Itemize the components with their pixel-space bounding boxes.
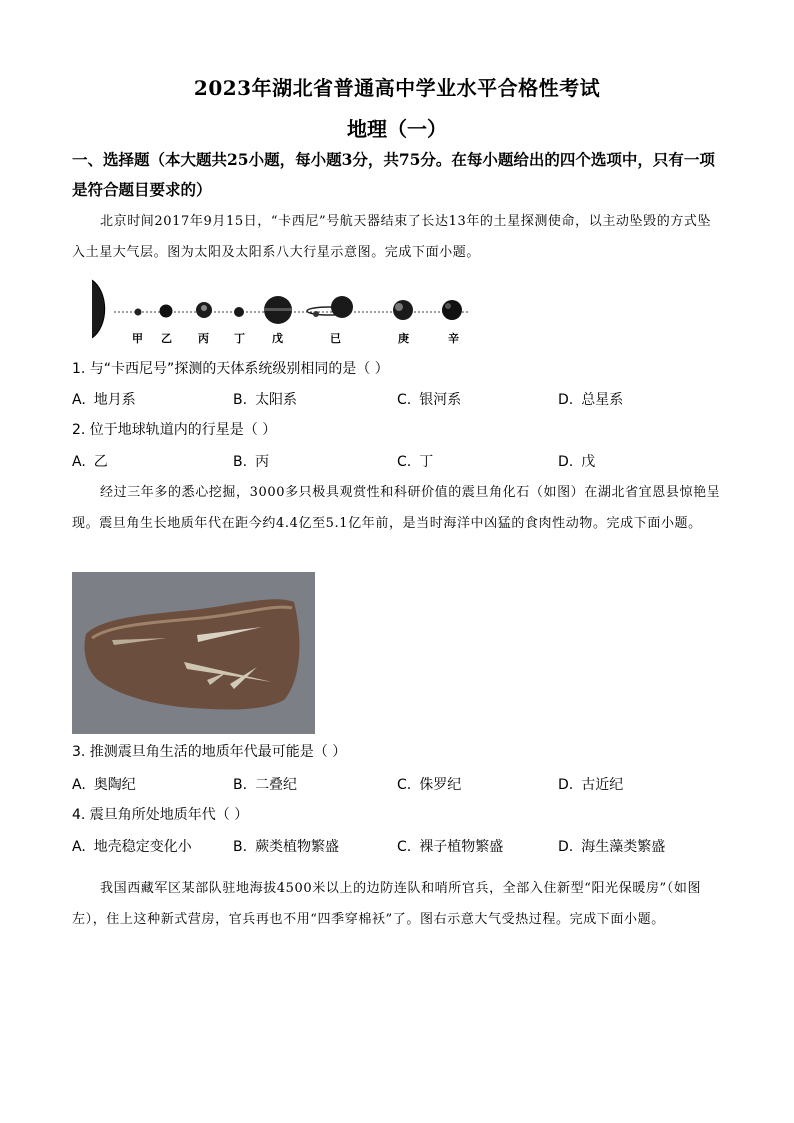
- option-a[interactable]: A. 地月系: [72, 392, 136, 408]
- option-b[interactable]: B. 蕨类植物繁盛: [233, 839, 340, 855]
- section-heading: 一、选择题（本大题共25小题，每小题3分，共75分。在每小题给出的四个选项中，只有一项是符合题目要求的）: [72, 150, 715, 199]
- option-d[interactable]: D. 总星系: [558, 392, 624, 408]
- question-1: 1. 与“卡西尼号”探测的天体系统级别相同的是（ ）: [72, 361, 389, 377]
- exam-subtitle: 地理（一）: [347, 117, 447, 141]
- question-4: 4. 震旦角所处地质年代（ ）: [72, 807, 249, 823]
- option-c[interactable]: C. 裸子植物繁盛: [397, 839, 504, 855]
- option-c[interactable]: C. 丁: [397, 454, 434, 470]
- passage-sunhouse: 我国西藏军区某部队驻地海拔4500米以上的边防连队和哨所官兵，全部入住新型“阳光保暖房”（如图左），住上这种新式营房，官兵再也不用“四季穿棉袄”了。图右示意大气受热过程。完成下面小题。: [72, 881, 702, 927]
- label-wu: 戊: [272, 332, 283, 345]
- label-yi: 乙: [161, 332, 172, 345]
- label-xin: 辛: [448, 332, 459, 345]
- label-ji: 已: [330, 332, 341, 345]
- planet-ding-icon: [234, 307, 244, 317]
- option-b[interactable]: B. 太阳系: [233, 392, 298, 408]
- question-4-options: [72, 836, 722, 856]
- label-jia: 甲: [132, 332, 143, 345]
- option-c[interactable]: C. 银河系: [397, 392, 462, 408]
- passage-fossil: 经过三年多的悉心挖掘，3000多只极具观赏性和科研价值的震旦角化石（如图）在湖北省宜恩县惊艳呈现。震旦角生长地质年代在距今约4.4亿至5.1亿年前，是当时海洋中凶猛的食肉性动物。完成下面小题。: [72, 485, 721, 531]
- option-d[interactable]: D. 古近纪: [558, 777, 624, 793]
- option-a[interactable]: A. 奥陶纪: [72, 777, 136, 793]
- label-geng: 庚: [398, 332, 409, 345]
- question-1-options: [72, 389, 722, 409]
- question-3-options: [72, 774, 722, 794]
- label-bing: 丙: [198, 332, 209, 345]
- solar-system-figure: [92, 274, 472, 348]
- sun-icon: [92, 280, 105, 338]
- question-2-options: [72, 451, 722, 471]
- option-a[interactable]: A. 乙: [72, 454, 108, 470]
- planet-ji-icon: [331, 296, 353, 318]
- solar-system-diagram: [92, 274, 472, 348]
- passage-cassini: 北京时间2017年9月15日，“卡西尼”号航天器结束了长达13年的土星探测使命，以主动坠毁的方式坠入土星大气层。图为太阳及太阳系八大行星示意图。完成下面小题。: [72, 214, 712, 260]
- exam-title: 2023年湖北省普通高中学业水平合格性考试: [193, 76, 601, 100]
- option-d[interactable]: D. 戊: [558, 454, 596, 470]
- question-2: 2. 位于地球轨道内的行星是（ ）: [72, 422, 277, 438]
- planet-geng-icon: [393, 300, 413, 320]
- question-3: 3. 推测震旦角生活的地质年代最可能是（ ）: [72, 744, 347, 760]
- planet-xin-icon: [442, 300, 462, 320]
- option-a[interactable]: A. 地壳稳定变化小: [72, 839, 192, 855]
- option-b[interactable]: B. 二叠纪: [233, 777, 298, 793]
- planet-yi-icon: [160, 305, 173, 318]
- fossil-photo: [72, 572, 315, 734]
- option-b[interactable]: B. 丙: [233, 454, 270, 470]
- planet-jia-icon: [135, 309, 142, 316]
- option-d[interactable]: D. 海生藻类繁盛: [558, 839, 666, 855]
- label-ding: 丁: [234, 332, 245, 345]
- option-c[interactable]: C. 侏罗纪: [397, 777, 462, 793]
